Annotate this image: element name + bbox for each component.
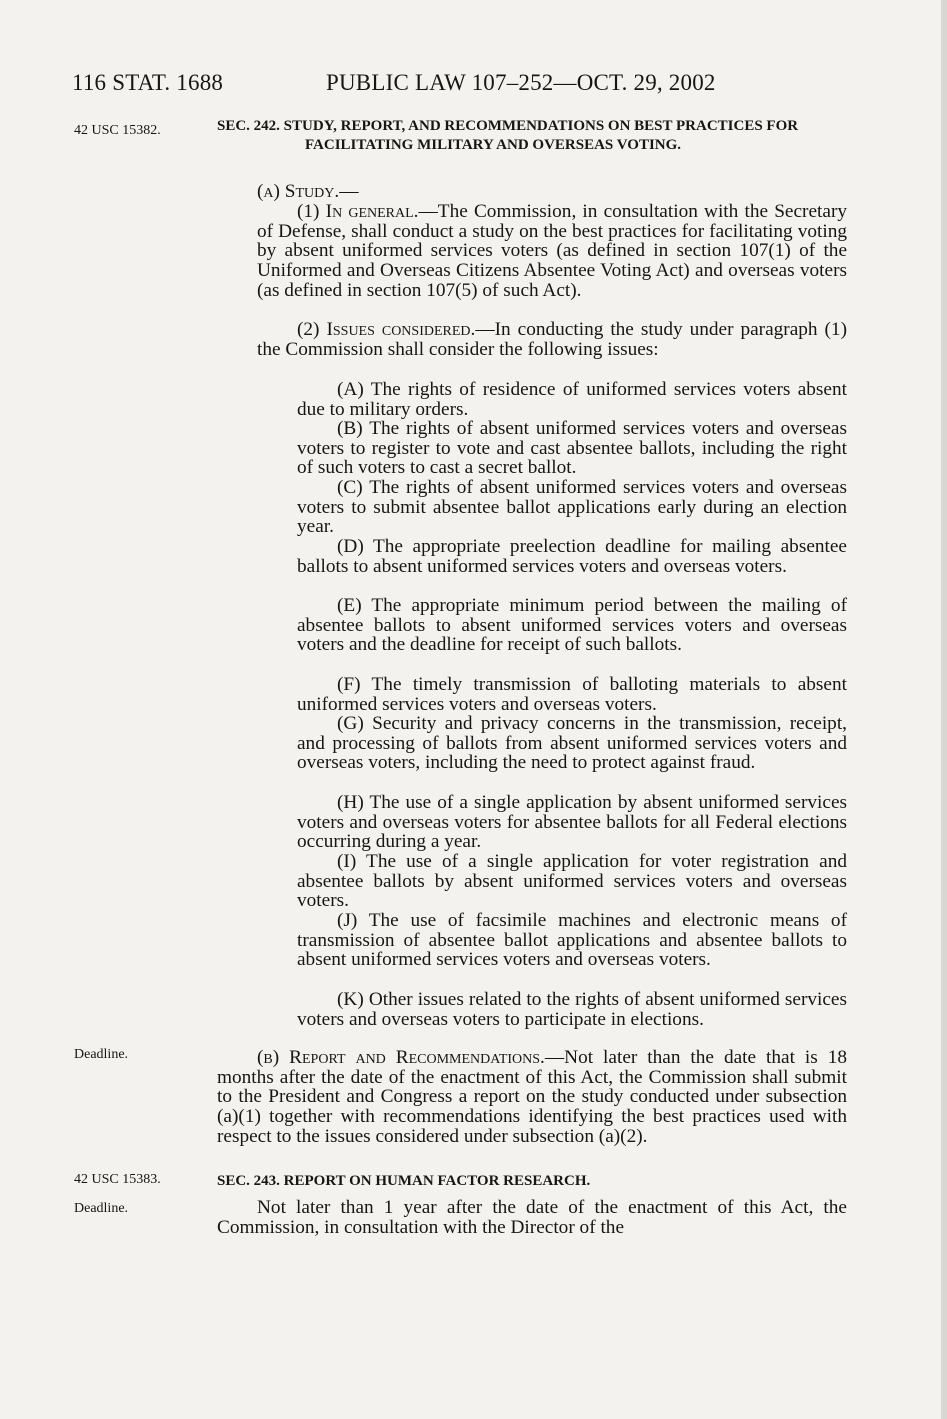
issue-e: (E) The appropriate minimum period between the mailing of absentee ballots to absent uniformed services voters and overseas voters and the deadline for receipt of such ballots.	[297, 595, 847, 656]
subsection-a-label: (a) Study.—	[257, 181, 359, 202]
issue-d: (D) The appropriate preelection deadline for mailing absentee ballots to absent uniformed services voters and overseas voters.	[297, 536, 847, 577]
issue-b: (B) The rights of absent uniformed services voters and overseas voters to register to vote and cast absentee ballots, including the right of such voters to cast a secret ballot.	[297, 418, 847, 479]
issue-a: (A) The rights of residence of uniformed services voters absent due to military orders.	[297, 379, 847, 420]
issue-h: (H) The use of a single application by absent uniformed services voters and overseas voters for absentee ballots for all Federal elections occurring during a year.	[297, 792, 847, 853]
margin-note-deadline: Deadline.	[74, 1047, 129, 1062]
section-heading-text: SEC. 242. STUDY, REPORT, AND RECOMMENDATIONS ON BEST PRACTICES FOR FACILITATING MILITARY AND OVERSEAS VOTING.	[217, 118, 799, 153]
subsection-b	[217, 1048, 847, 1147]
margin-note-usc-15382: 42 USC 15382.	[74, 123, 161, 138]
subsection-label: (b) Report and Recommendations.—	[257, 1047, 565, 1068]
paragraph-text: In conducting the study under paragraph (1) the Commission shall consider the following issues:	[257, 319, 847, 360]
paragraph-2	[257, 320, 847, 359]
issue-i: (I) The use of a single application for voter registration and absentee ballots by absent uniformed services voters and overseas voters.	[297, 851, 847, 912]
section-243-text: Not later than 1 year after the date of the enactment of this Act, the Commission, in consultation with the Director of the	[217, 1197, 847, 1238]
issue-g: (G) Security and privacy concerns in the transmission, receipt, and processing of ballots from absent uniformed services voters and overseas voters, including the need to protect against fraud.	[297, 713, 847, 774]
page-citation: 116 STAT. 1688	[72, 70, 224, 95]
margin-note-usc-15383: 42 USC 15383.	[74, 1172, 161, 1187]
paragraph-1	[257, 202, 847, 301]
section-243-heading: SEC. 243. REPORT ON HUMAN FACTOR RESEARCH.	[217, 1173, 591, 1189]
section-242-heading	[217, 117, 849, 155]
issue-c: (C) The rights of absent uniformed services voters and overseas voters to submit absentee ballot applications early during an election year.	[297, 477, 847, 538]
paragraph-text: The Commission, in consultation with the Secretary of Defense, shall conduct a study on the best practices for facilitating voting by absent uniformed services voters (as defined in section 107(1) of the Uniformed and Overseas Citizens Absentee Voting Act) and overseas voters (as defined in section 107(5) of such Act).	[257, 201, 847, 301]
issue-k: (K) Other issues related to the rights of absent uniformed services voters and overseas voters to participate in elections.	[297, 989, 847, 1030]
margin-note-deadline: Deadline.	[74, 1201, 129, 1216]
paragraph-label: (1) In general.—	[297, 201, 438, 222]
subsection-text: Not later than the date that is 18 months after the date of the enactment of this Act, the Commission shall submit to the President and Congress a report on the study conducted under subsection (a)(1) together with recommendations identifying the best practices used with respect to the issues considered under subsection (a)(2).	[217, 1047, 847, 1147]
running-title: PUBLIC LAW 107–252—OCT. 29, 2002	[326, 70, 716, 95]
issue-j: (J) The use of facsimile machines and electronic means of transmission of absentee ballot applications and absentee ballots to absent uniformed services voters and overseas voters.	[297, 910, 847, 971]
page-edge	[941, 0, 947, 1419]
paragraph-label: (2) Issues considered.—	[297, 319, 495, 340]
issue-f: (F) The timely transmission of balloting materials to absent uniformed services voters and overseas voters.	[297, 674, 847, 715]
